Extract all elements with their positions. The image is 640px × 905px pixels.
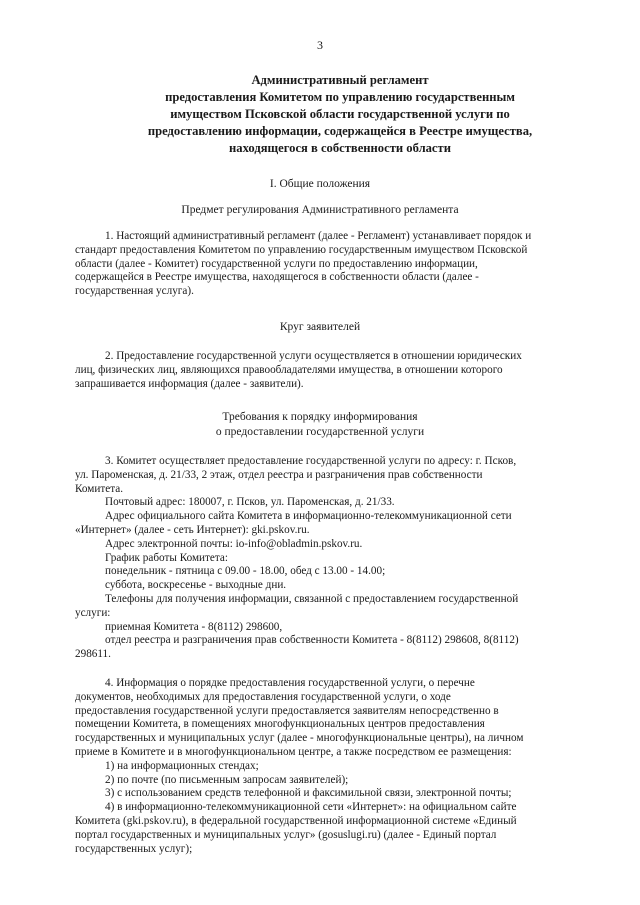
text-line: документов, необходимых для предоставления государственной услуги, о ходе — [75, 690, 451, 703]
text-line: государственных и муниципальных услуг (далее - многофункциональные центры), на личном — [75, 732, 524, 745]
text-line: запрашивается информация (далее - заявители). — [75, 377, 304, 390]
text-line: ул. Пароменская, д. 21/33, 2 этаж, отдел реестра и разграничения прав собственности — [75, 468, 483, 481]
text-line: Адрес официального сайта Комитета в информационно-телекоммуникационной сети — [105, 510, 512, 523]
document-title — [90, 72, 590, 157]
text-line: «Интернет» (далее - сеть Интернет): gki.pskov.ru. — [75, 523, 310, 536]
text-line: 2. Предоставление государственной услуги осуществляется в отношении юридических — [105, 350, 522, 362]
text-line: содержащейся в Реестре имущества, находящегося в собственности области (далее - — [75, 271, 479, 284]
text-line: 4) в информационно-телекоммуникационной сети «Интернет»: на официальном сайте — [105, 801, 517, 814]
paragraph-2 — [75, 350, 600, 391]
text-line: Адрес электронной почты: io-info@obladmin.pskov.ru. — [105, 537, 363, 550]
text-line: суббота, воскресенье - выходные дни. — [105, 579, 287, 592]
text-line: приеме в Комитете и в многофункциональном центре, а также посредством ее размещения: — [75, 745, 512, 758]
text-line: услуги: — [75, 606, 111, 619]
text-line: 298611. — [75, 648, 111, 661]
text-line: портал государственных и муниципальных услуг» (gosuslugi.ru) (далее - Единый портал — [75, 828, 497, 841]
text-line: График работы Комитета: — [105, 551, 228, 564]
text-line: области (далее - Комитет) государственной услуги по предоставлению информации, — [75, 257, 478, 270]
title-line: находящегося в собственности области — [229, 141, 451, 155]
subsection-heading: Требования к порядку информирования — [222, 411, 418, 423]
title-line: имуществом Псковской области государственной услуги по — [170, 107, 510, 121]
text-line: государственная услуга). — [75, 285, 194, 298]
text-line: Комитета (gki.pskov.ru), в федеральной государственной информационной системе «Единый — [75, 814, 517, 827]
text-line: помещении Комитета, в помещениях многофункциональных центров предоставления — [75, 718, 485, 731]
paragraph-3 — [75, 455, 600, 662]
text-line: предоставления государственной услуги предоставляется заявителям непосредственно в — [75, 704, 499, 717]
text-line: 1) на информационных стендах; — [105, 759, 259, 772]
text-line: Почтовый адрес: 180007, г. Псков, ул. Пароменская, д. 21/33. — [105, 496, 395, 509]
page-number: 3 — [317, 38, 323, 52]
text-line: Телефоны для получения информации, связанной с предоставлением государственной — [105, 592, 519, 605]
paragraph-1 — [75, 230, 600, 299]
title-line: предоставления Комитетом по управлению государственным — [165, 90, 515, 104]
title-line: предоставлению информации, содержащейся в Реестре имущества, — [147, 124, 533, 138]
text-line: стандарт предоставления Комитетом по управлению государственным имуществом Псковской — [75, 243, 528, 256]
text-line: отдел реестра и разграничения прав собственности Комитета - 8(8112) 298608, 8(8112) — [105, 634, 519, 647]
title-line: Административный регламент — [251, 73, 429, 87]
text-line: 3. Комитет осуществляет предоставление государственной услуги по адресу: г. Псков, — [105, 455, 517, 467]
subsection-heading: Предмет регулирования Административного регламента — [181, 204, 459, 216]
text-line: 1. Настоящий административный регламент (далее - Регламент) устанавливает порядок и — [105, 230, 532, 242]
subsection-heading: Круг заявителей — [279, 321, 361, 333]
text-line: 3) с использованием средств телефонной и факсимильной связи, электронной почты; — [105, 787, 512, 800]
paragraph-4 — [75, 677, 600, 856]
subsection-heading: о предоставлении государственной услуги — [215, 426, 425, 438]
section-heading: I. Общие положения — [269, 178, 371, 190]
text-line: понедельник - пятница с 09.00 - 18.00, обед с 13.00 - 14.00; — [105, 565, 386, 578]
text-line: Комитета. — [75, 482, 123, 495]
text-line: государственных услуг); — [75, 842, 193, 855]
text-line: 4. Информация о порядке предоставления государственной услуги, о перечне — [105, 677, 475, 689]
text-line: приемная Комитета - 8(8112) 298600, — [105, 620, 283, 633]
text-line: 2) по почте (по письменным запросам заявителей); — [105, 773, 349, 786]
text-line: лиц, физических лиц, являющихся правообладателями имущества, в отношении которого — [75, 363, 503, 376]
